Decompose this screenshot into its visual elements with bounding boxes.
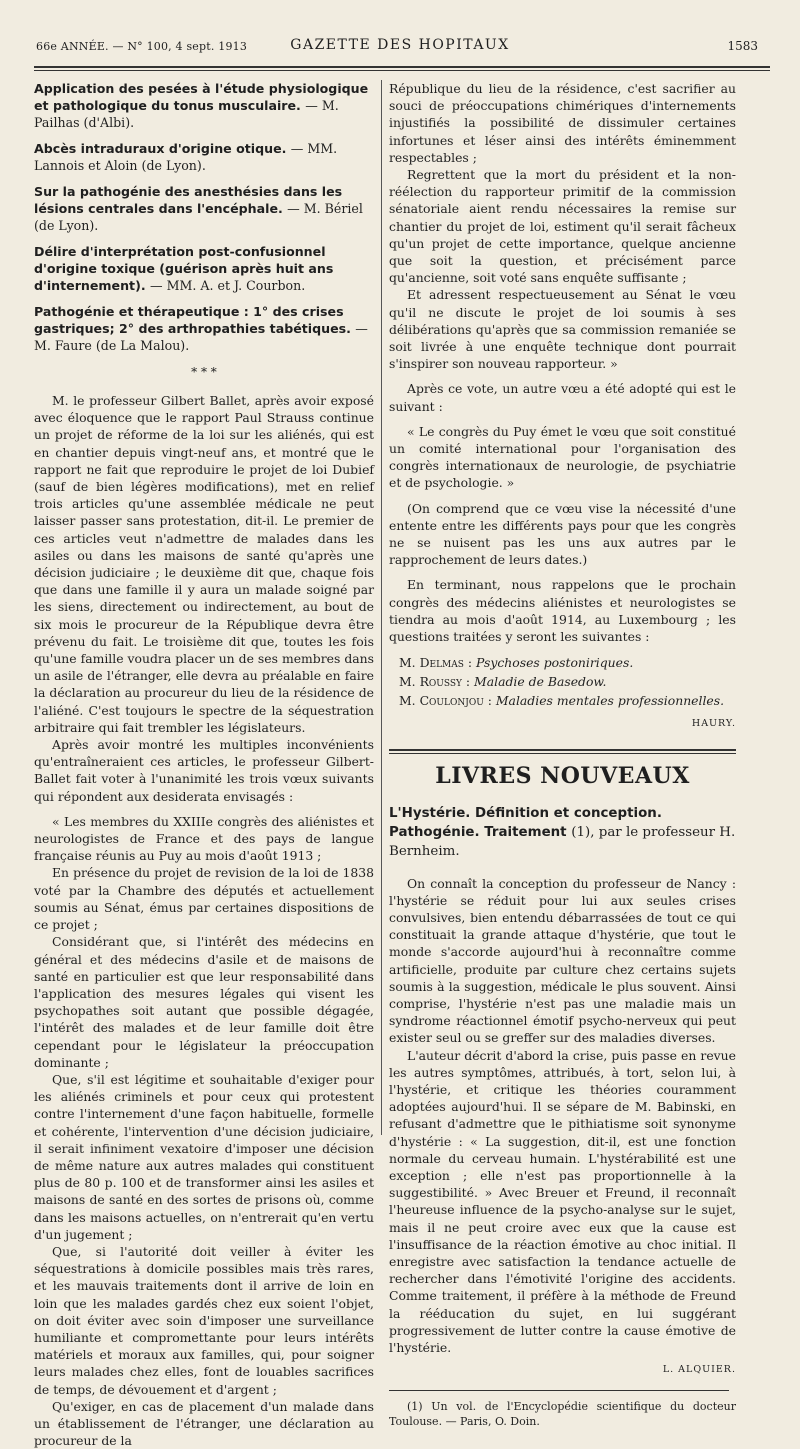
conference-entry: Pathogénie et thérapeutique : 1° des crises gastriques; 2° des arthropathies tabétiques. — M. Faure (de La Malou). bbox=[34, 304, 368, 353]
list-item: M. Roussy : Maladie de Basedow. bbox=[399, 674, 607, 690]
body-paragraph: « Les membres du XXIIIe congrès des aliénistes et neurologistes de France et des pays de langue française réunis au Puy au mois d'août 1913 ; bbox=[34, 813, 374, 864]
left-column bbox=[34, 80, 374, 1449]
body-paragraph: Après avoir montré les multiples inconvénients qu'entraîneraient ces articles, le professeur Gilbert-Ballet fait voter à l'unanimité les trois vœux suivants qui répondent aux desiderata envisagés : bbox=[34, 737, 374, 804]
body-paragraph: En terminant, nous rappelons que le prochain congrès des médecins aliénistes et neurologistes se tiendra au mois d'août 1914, au Luxembourg ; les questions traitées y seront les suivantes : bbox=[389, 577, 736, 645]
list-item: M. Delmas : Psychoses postoniriques. bbox=[399, 655, 634, 671]
issue-info: 66e ANNÉE. — N° 100, 4 sept. 1913 bbox=[36, 40, 248, 53]
page-header bbox=[30, 36, 770, 58]
book-title: L'Hystérie. Définition et conception. Pathogénie. Traitement (1), par le professeur H. Bernheim. bbox=[389, 805, 736, 859]
conference-entry: Application des pesées à l'étude physiologique et pathologique du tonus musculaire. — M. Pailhas (d'Albi). bbox=[34, 81, 369, 130]
conference-entry: Sur la pathogénie des anesthésies dans les lésions centrales dans l'encéphale. — M. Bériel (de Lyon). bbox=[34, 184, 363, 233]
page-number: 1583 bbox=[727, 39, 758, 53]
footnote-rule bbox=[389, 1390, 729, 1391]
body-paragraph: « Le congrès du Puy émet le vœu que soit constitué un comité international pour l'organisation des congrès internationaux de neurologie, de psychiatrie et de psychologie. » bbox=[389, 423, 736, 491]
header-rule bbox=[34, 66, 770, 71]
review-paragraph: L'auteur décrit d'abord la crise, puis passe en revue les autres symptômes, attribués, à tort, selon lui, à l'hystérie, et critique les théories couramment adoptées aujourd'hui. Il se sépare de M. Babinski, en refusant d'admettre que le pithiatisme soit synonyme d'hystérie : « La suggestion, dit-il, est une fonction normale du cerveau humain. L'hystérabilité est une exception ; elle n'est pas proportionnelle à la suggestibilité. » Avec Breuer et Freund, il reconnaît l'heureuse influence de la psycho-analyse sur le sujet, mais il ne peut croire avec eux que la cause est l'insuffisance de la réaction émotive au choc initial. Il enregistre avec satisfaction la tendance actuelle de rechercher dans l'émotivité l'origine des accidents. Comme traitement, il préfère à la méthode de Freund la rééducation du sujet, en lui suggérant progressivement de lutter contre la cause émotive de l'hystérie. bbox=[389, 1047, 736, 1355]
right-column bbox=[389, 80, 736, 1429]
section-title: LIVRES NOUVEAUX bbox=[435, 762, 690, 789]
body-paragraph: République du lieu de la résidence, c'est sacrifier au souci de préoccupations chimériques d'internements injustifiés la possibilité de dissimuler certaines infortunes et léser ainsi des intérêts éminemment respectables ; bbox=[389, 81, 736, 165]
journal-title: GAZETTE DES HOPITAUX bbox=[290, 37, 510, 53]
body-paragraph: Qu'exiger, en cas de placement d'un malade dans un établissement de l'étranger, une déclaration au procureur de la bbox=[34, 1398, 374, 1449]
section-separator-stars: * * * bbox=[191, 365, 217, 379]
conference-entry: Délire d'interprétation post-confusionnel d'origine toxique (guérison après huit ans d'internement). — MM. A. et J. Courbon. bbox=[34, 244, 334, 293]
body-paragraph: En présence du projet de revision de la loi de 1838 voté par la Chambre des députés et actuellement soumis au Sénat, émus par certaines dispositions de ce projet ; bbox=[34, 865, 374, 933]
body-paragraph: M. le professeur Gilbert Ballet, après avoir exposé avec éloquence que le rapport Paul Strauss continue un projet de réforme de la loi sur les aliénés, qui est en chantier depuis vingt-neuf ans, et montré que le rapport ne fait que reproduire le projet de loi Dubief (sauf de bien légères modifications), met en relief trois articles qu'une assemblée médicale ne peut laisser passer sans protestation, dit-il. Le premier de ces articles veut n'admettre de malades dans les asiles ou dans les maisons de santé qu'après une décision judiciaire ; le deuxième dit que, chaque fois que dans une famille il y aura un malade soigné par les siens, directement ou indirectement, au bout de six mois le procureur de la République devra être prévenu du fait. Le troisième dit que, toutes les fois qu'une famille voudra placer un de ses membres dans un asile de l'étranger, elle devra au préalable en faire la déclaration au procureur du lieu de la résidence de l'aliéné. C'est toujours le spectre de la séquestration arbitraire qui fait trembler les législateurs. bbox=[34, 393, 374, 735]
next-congress-topics bbox=[399, 653, 736, 710]
body-paragraph: Regrettent que la mort du président et la non-réélection du rapporteur primitif de la commission sénatoriale aient rendu nécessaires la remise sur chantier du projet de loi, estiment qu'il serait fâcheux qu'un projet de cette importance, quelque ancienne que soit la question, et précisément parce qu'ancienne, soit voté sans enquête suffisante ; bbox=[389, 167, 736, 286]
section-rule bbox=[389, 749, 736, 754]
body-paragraph: Après ce vote, un autre vœu a été adopté qui est le suivant : bbox=[389, 381, 736, 414]
body-paragraph: Considérant que, si l'intérêt des médecins en général et des médecins d'asile et de maisons de santé en particulier est que leur responsabilité dans l'application des mesures légales qui visent les psychopathes soit autant que possible dégagée, l'intérêt des malades et de leur famille doit être cependant pour le législateur la préoccupation dominante ; bbox=[34, 934, 374, 1070]
footnote: (1) Un vol. de l'Encyclopédie scientifique du docteur Toulouse. — Paris, O. Doin. bbox=[389, 1400, 736, 1429]
body-paragraph: Que, s'il est légitime et souhaitable d'exiger pour les aliénés criminels et pour ceux qui protestent contre l'internement d'une façon habituelle, formelle et cohérente, l'intervention d'une décision judiciaire, il serait infiniment vexatoire d'imposer une décision de même nature aux autres malades qui constituent plus de 80 p. 100 et de transformer ainsi les asiles et maisons de santé en des sortes de prisons où, comme dans les maisons actuelles, on n'entrerait qu'en vertu d'un jugement ; bbox=[34, 1071, 374, 1242]
body-paragraph: (On comprend que ce vœu vise la nécessité d'une entente entre les différents pays pour que les congrès ne se nuisent pas les uns aux autres par le rapprochement de leurs dates.) bbox=[389, 500, 736, 568]
review-paragraph: On connaît la conception du professeur de Nancy : l'hystérie se réduit pour lui aux seules crises convulsives, bien entendu débarrassées de tout ce qui constituait la grande attaque d'hystérie, que tout le monde s'accorde aujourd'hui à reconnaître comme artificielle, produite par culture chez certains sujets soumis à la suggestion, médicale le plus souvent. Ainsi comprise, l'hystérie n'est pas une maladie mais un syndrome réactionnel émotif psycho-nerveux qui peut exister seul ou se greffer sur des maladies diverses. bbox=[389, 875, 736, 1046]
column-divider bbox=[381, 80, 382, 1135]
reviewer-signature: L. ALQUIER. bbox=[662, 1364, 736, 1376]
body-paragraph: Et adressent respectueusement au Sénat le vœu qu'il ne discute le projet de loi soumis à ses délibérations qu'après que sa commission remaniée se soit livrée à une enquête technique dont pourrait s'inspirer son nouveau rapporteur. » bbox=[389, 287, 736, 372]
list-item: M. Coulonjou : Maladies mentales professionnelles. bbox=[399, 693, 725, 709]
conference-entry: Abcès intraduraux d'origine otique. — MM. Lannois et Aloin (de Lyon). bbox=[34, 141, 338, 173]
body-paragraph: Que, si l'autorité doit veiller à éviter les séquestrations à domicile possibles mais très rares, et les mauvais traitements dont il arrive de loin en loin que les malades gardés chez eux soient l'objet, on doit éviter avec soin d'imposer une surveillance humiliante et compromettante pour leurs intérêts matériels et moraux aux familles, qui, pour soigner leurs malades chez elles, font de louables sacrifices de temps, de dévouement et d'argent ; bbox=[34, 1243, 374, 1397]
author-signature: HAURY. bbox=[691, 718, 736, 730]
